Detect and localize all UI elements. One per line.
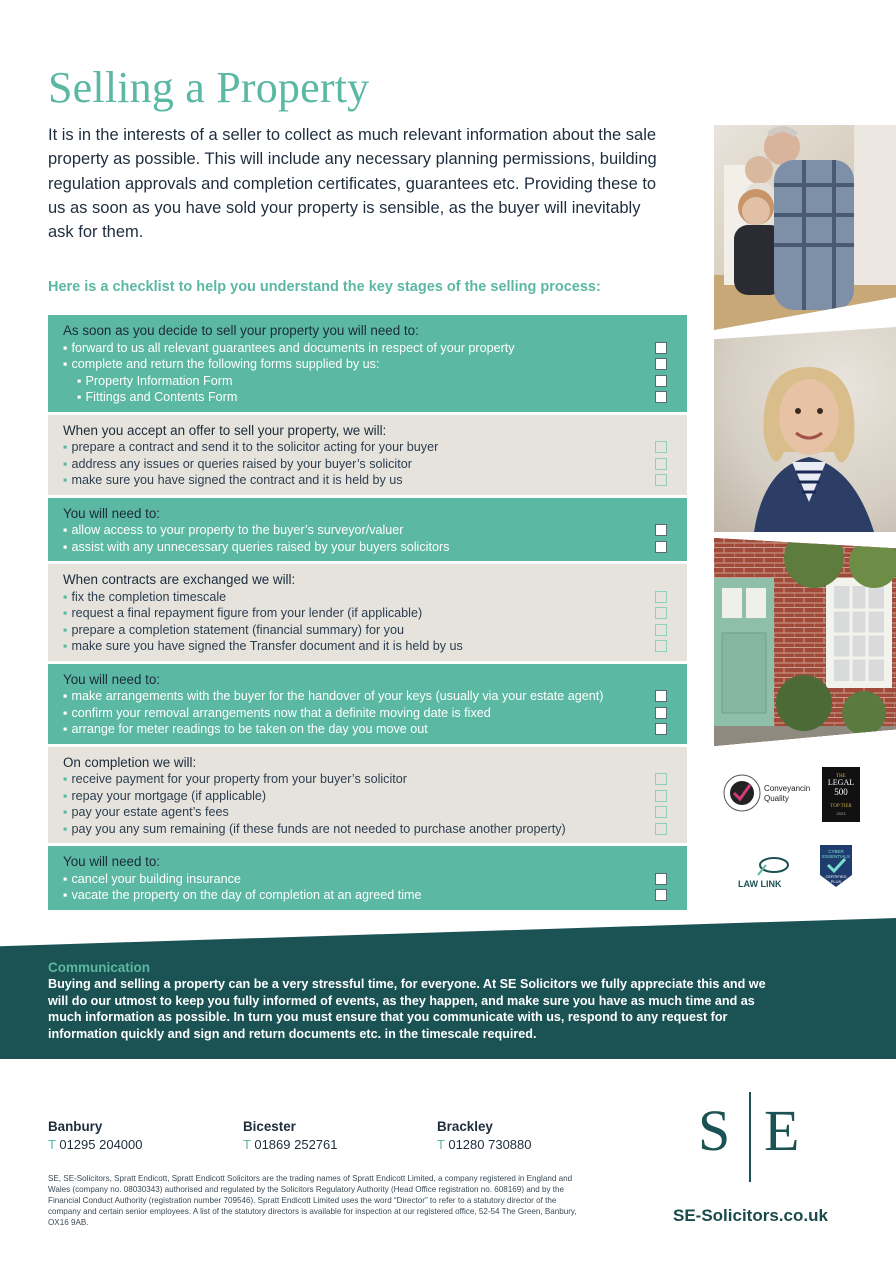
- item-text: ▪ cancel your building insurance: [63, 871, 241, 888]
- checkbox[interactable]: [655, 707, 667, 719]
- office-phone[interactable]: 01869 252761: [254, 1137, 338, 1152]
- item-text: ▪ make sure you have signed the Transfer document and it is held by us: [63, 638, 463, 655]
- item-text: ▪ address any issues or queries raised by your buyer’s solicitor: [63, 456, 412, 473]
- item-text: ▪ fix the completion timescale: [63, 589, 226, 606]
- office-brackley: [437, 1119, 532, 1152]
- item-text: ▪ Fittings and Contents Form: [63, 389, 237, 406]
- item-text: ▪ forward to us all relevant guarantees and documents in respect of your property: [63, 340, 515, 357]
- checkbox[interactable]: [655, 723, 667, 735]
- office-phone[interactable]: 01280 730880: [448, 1137, 532, 1152]
- cyber-essentials-badge: [818, 843, 854, 894]
- phone-prefix: T: [243, 1137, 251, 1152]
- checklist-item: [63, 439, 667, 456]
- checklist-lead: Here is a checklist to help you understand the key stages of the selling process:: [48, 279, 601, 295]
- item-text: ▪ prepare a completion statement (financial summary) for you: [63, 622, 404, 639]
- photo-smiling-woman: [714, 327, 896, 532]
- legal-tier: TOP TIER: [830, 804, 852, 809]
- office-name: Banbury: [48, 1119, 103, 1134]
- checklist-item: [63, 356, 667, 373]
- checkbox[interactable]: [655, 806, 667, 818]
- checklist-item: [63, 705, 667, 722]
- section-heading: As soon as you decide to sell your property you will need to:: [63, 323, 419, 338]
- checkbox[interactable]: [655, 342, 667, 354]
- section-heading: You will need to:: [63, 505, 161, 521]
- item-text: ▪ vacate the property on the day of completion at an agreed time: [63, 887, 422, 904]
- legal-year: 2023: [836, 811, 846, 816]
- checklist-section-you-need-2: [48, 664, 687, 744]
- checkbox[interactable]: [655, 690, 667, 702]
- checklist-item: [63, 340, 667, 357]
- checkbox[interactable]: [655, 624, 667, 636]
- communication-title: Communication: [48, 960, 151, 975]
- item-text: ▪ Property Information Form: [63, 373, 232, 390]
- checkbox[interactable]: [655, 889, 667, 901]
- cyber-3: CERTIFIED: [825, 874, 847, 879]
- checklist-item: [63, 721, 667, 738]
- section-heading: You will need to:: [63, 854, 161, 869]
- office-name: Brackley: [437, 1119, 493, 1134]
- checkbox[interactable]: [655, 640, 667, 652]
- checkbox[interactable]: [655, 541, 667, 553]
- checklist-item: [63, 389, 667, 406]
- item-text: ▪ complete and return the following forms supplied by us:: [63, 356, 379, 373]
- cq-line2: Quality: [764, 794, 789, 803]
- lawlink-text: LAW LINK: [738, 879, 782, 889]
- checklist-section-on-completion: [48, 747, 687, 844]
- se-logo: [698, 1092, 808, 1182]
- checklist-section-decide-to-sell: [48, 315, 687, 412]
- item-text: ▪ pay you any sum remaining (if these funds are not needed to purchase another property): [63, 821, 566, 838]
- office-phone-line: [243, 1137, 338, 1152]
- checklist-section-you-need-3: [48, 846, 687, 910]
- checklist-item: [63, 821, 667, 838]
- checkbox[interactable]: [655, 773, 667, 785]
- item-text: ▪ pay your estate agent’s fees: [63, 804, 229, 821]
- office-phone[interactable]: 01295 204000: [59, 1137, 143, 1152]
- logo-e: E: [764, 1098, 800, 1163]
- legal-the: THE: [836, 774, 846, 779]
- phone-prefix: T: [437, 1137, 445, 1152]
- checklist-section-accept-offer: [48, 415, 687, 495]
- checklist-section-you-need-1: [48, 498, 687, 562]
- checkbox[interactable]: [655, 591, 667, 603]
- office-banbury: [48, 1119, 143, 1152]
- intro-paragraph: It is in the interests of a seller to collect as much relevant information about the sale property as possible. This will include any necessary planning permissions, building regulation approvals and completion certificates, guarantees etc. Providing these to us as soon as you have sold your property is sensible, as the buyer will inevitably ask for them.: [48, 126, 657, 242]
- office-bicester: [243, 1119, 338, 1152]
- item-text: ▪ request a final repayment figure from your lender (if applicable): [63, 605, 422, 622]
- lawlink-badge: [736, 855, 796, 896]
- item-text: ▪ assist with any unnecessary queries raised by your buyers solicitors: [63, 539, 449, 556]
- checklist-item: [63, 622, 667, 639]
- checkbox[interactable]: [655, 873, 667, 885]
- item-text: ▪ make arrangements with the buyer for the handover of your keys (usually via your estate agent): [63, 688, 603, 705]
- checkbox[interactable]: [655, 823, 667, 835]
- checklist-item: [63, 638, 667, 655]
- checkbox[interactable]: [655, 524, 667, 536]
- item-text: ▪ allow access to your property to the buyer’s surveyor/valuer: [63, 522, 404, 539]
- section-heading: On completion we will:: [63, 754, 197, 770]
- checkbox[interactable]: [655, 375, 667, 387]
- office-phone-line: [437, 1137, 532, 1152]
- office-name: Bicester: [243, 1119, 296, 1134]
- checkbox[interactable]: [655, 441, 667, 453]
- item-text: ▪ arrange for meter readings to be taken on the day you move out: [63, 721, 428, 738]
- checklist-item: [63, 605, 667, 622]
- checkbox[interactable]: [655, 474, 667, 486]
- checklist-item: [63, 887, 667, 904]
- logo-s: S: [698, 1098, 731, 1163]
- item-text: ▪ receive payment for your property from your buyer’s solicitor: [63, 771, 407, 788]
- checklist-item: [63, 771, 667, 788]
- item-text: ▪ repay your mortgage (if applicable): [63, 788, 266, 805]
- checklist-item: [63, 522, 667, 539]
- item-text: ▪ make sure you have signed the contract and it is held by us: [63, 472, 403, 489]
- checkbox[interactable]: [655, 790, 667, 802]
- item-text: ▪ prepare a contract and send it to the solicitor acting for your buyer: [63, 439, 438, 456]
- office-phone-line: [48, 1137, 143, 1152]
- item-text: ▪ confirm your removal arrangements now that a definite moving date is fixed: [63, 705, 491, 722]
- communication-text: Buying and selling a property can be a very stressful time, for everyone. At SE Solicitors we fully appreciate this and we will do our utmost to keep you fully informed of events, as they happen, and make sure you have as much time and as much information as possible. In turn you must ensure that you communicate with us, respond to any request for information quickly and sign and return documents etc. in the timescale required.: [48, 977, 766, 1041]
- logo-divider: [749, 1092, 751, 1182]
- checklist-item: [63, 472, 667, 489]
- legal-500-badge: [822, 767, 860, 827]
- website-link[interactable]: SE-Solicitors.co.uk: [673, 1206, 828, 1225]
- photo-people-working: [714, 125, 896, 330]
- checklist-item: [63, 871, 667, 888]
- photo-house-front-door: [714, 538, 896, 746]
- checklist-item: [63, 539, 667, 556]
- section-heading: When contracts are exchanged we will:: [63, 572, 296, 587]
- checklist-item: [63, 373, 667, 390]
- conveyancing-quality-badge: [722, 771, 810, 820]
- legal-disclaimer: SE, SE-Solicitors, Spratt Endicott, Spratt Endicott Solicitors are the trading names of Spratt Endicott Limited, a company registered in England and Wales (company no. 08030343) authorised and regulated by the Solicitors Regulatory Authority (Head Office registration no. 608169) and by the Financial Conduct Authority (registration number 709546). Spratt Endicott Limited uses the word “Director” to refer to a statutory director of the company and certain senior employees. A list of the statutory directors is available for inspection at our registered office, 52-54 The Green, Banbury, OX16 9AB.: [48, 1174, 577, 1227]
- phone-prefix: T: [48, 1137, 56, 1152]
- checklist: [48, 315, 687, 913]
- cq-line1: Conveyancing: [764, 784, 810, 793]
- checkbox[interactable]: [655, 391, 667, 403]
- page-title: Selling a Property: [48, 63, 370, 112]
- section-heading: When you accept an offer to sell your property, we will:: [63, 422, 387, 438]
- cyber-4: PLUS: [830, 879, 842, 884]
- checkbox[interactable]: [655, 458, 667, 470]
- cyber-1: CYBER: [828, 849, 844, 854]
- checklist-item: [63, 589, 667, 606]
- checkbox[interactable]: [655, 358, 667, 370]
- cyber-2: ESSENTIALS: [822, 854, 850, 859]
- checkbox[interactable]: [655, 607, 667, 619]
- legal-name: LEGAL: [827, 778, 855, 787]
- checklist-item: [63, 804, 667, 821]
- checklist-item: [63, 688, 667, 705]
- legal-500: 500: [834, 787, 848, 797]
- accreditation-badges: [722, 765, 872, 895]
- section-heading: You will need to:: [63, 671, 161, 687]
- checklist-item: [63, 788, 667, 805]
- checklist-section-contracts-exchanged: [48, 564, 687, 661]
- checklist-item: [63, 456, 667, 473]
